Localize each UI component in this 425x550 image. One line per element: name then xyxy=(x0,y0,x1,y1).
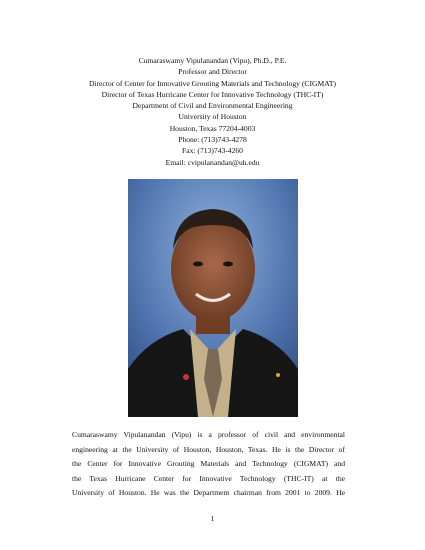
phone: Phone: (713)743-4278 xyxy=(178,135,247,144)
university: University of Houston xyxy=(178,112,247,122)
bio-line: Cumaraswamy Vipulanandan (Vipu) is a professor of civil and environmental xyxy=(72,430,345,439)
page-number: 1 xyxy=(210,514,215,523)
portrait-photo xyxy=(128,179,298,417)
fax: Fax: (713)743-4260 xyxy=(182,146,243,156)
address: Houston, Texas 77204-4003 xyxy=(169,123,256,133)
department: Department of Civil and Environmental Engineering xyxy=(132,101,293,111)
author-name: Cumaraswamy Vipulanandan (Vipu), Ph.D., P.E. xyxy=(138,56,287,65)
bio-line: the Center for Innovative Grouting Materials and Technology (CIGMAT) and xyxy=(72,459,345,469)
email: Email: cvipulanandan@uh.edu xyxy=(165,157,260,167)
bio-line: engineering at the University of Houston, Houston, Texas. He is the Director of xyxy=(72,444,345,454)
bio-paragraph xyxy=(72,428,345,501)
bio-line: University of Houston. He was the Department chairman from 2001 to 2009. He xyxy=(72,488,345,498)
header-block xyxy=(20,55,405,134)
director-thc: Director of Texas Hurricane Center for Innovative Technology (THC-IT) xyxy=(101,89,324,99)
director-cigmat: Director of Center for Innovative Grouting Materials and Technology (CIGMAT) xyxy=(88,78,337,88)
author-title: Professor and Director xyxy=(178,67,247,77)
bio-line: the Texas Hurricane Center for Innovative Technology (THC-IT) at the xyxy=(72,473,345,483)
contact-block xyxy=(20,134,405,168)
